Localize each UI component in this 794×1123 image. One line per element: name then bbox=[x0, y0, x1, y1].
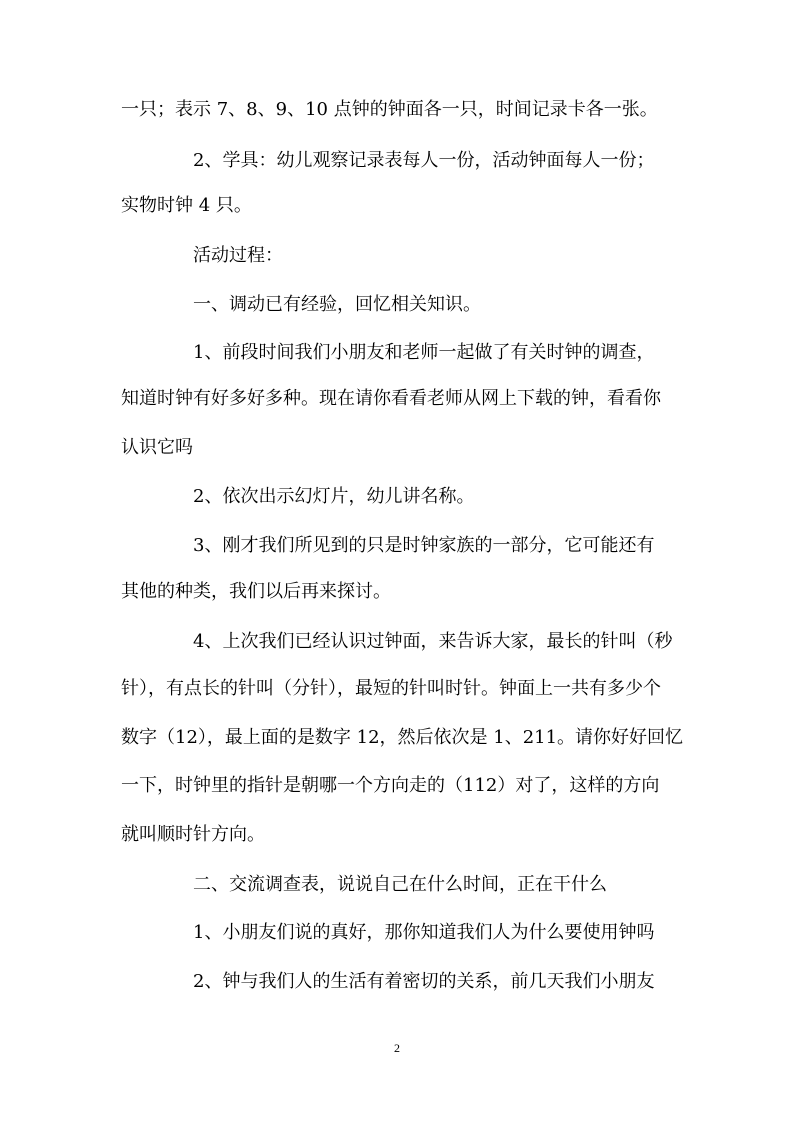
text-line: 知道时钟有好多好多种。现在请你看看老师从网上下载的钟，看看你 bbox=[121, 388, 661, 409]
text-line: 4、上次我们已经认识过钟面，来告诉大家，最长的针叫（秒 bbox=[193, 631, 673, 652]
text-line: 认识它吗 bbox=[121, 437, 193, 458]
section-heading: 一、调动已有经验，回忆相关知识。 bbox=[193, 294, 481, 315]
section-heading: 二、交流调查表，说说自己在什么时间，正在干什么 bbox=[193, 874, 607, 895]
text-line: 其他的种类，我们以后再来探讨。 bbox=[121, 581, 391, 602]
section-heading: 活动过程： bbox=[193, 245, 283, 266]
page-number: 2 bbox=[394, 1041, 400, 1055]
text-line: 2、钟与我们人的生活有着密切的关系，前几天我们小朋友 bbox=[193, 971, 655, 992]
text-line: 3、刚才我们所见到的只是时钟家族的一部分，它可能还有 bbox=[193, 535, 655, 556]
text-line: 实物时钟 4 只。 bbox=[121, 195, 252, 216]
text-line: 针），有点长的针叫（分针），最短的针叫时针。钟面上一共有多少个 bbox=[121, 678, 661, 699]
text-line: 数字（12），最上面的是数字 12，然后依次是 1、211。请你好好回忆 bbox=[121, 727, 684, 748]
text-line: 2、学具：幼儿观察记录表每人一份，活动钟面每人一份； bbox=[193, 150, 655, 171]
text-line: 1、前段时间我们小朋友和老师一起做了有关时钟的调查， bbox=[193, 342, 655, 363]
text-line: 就叫顺时针方向。 bbox=[121, 824, 265, 845]
text-line: 一下，时钟里的指针是朝哪一个方向走的（112）对了，这样的方向 bbox=[121, 775, 660, 796]
text-line: 一只；表示 7、8、9、10 点钟的钟面各一只，时间记录卡各一张。 bbox=[121, 99, 658, 120]
text-line: 2、依次出示幻灯片，幼儿讲名称。 bbox=[193, 486, 475, 507]
text-line: 1、小朋友们说的真好，那你知道我们人为什么要使用钟吗 bbox=[193, 922, 655, 943]
